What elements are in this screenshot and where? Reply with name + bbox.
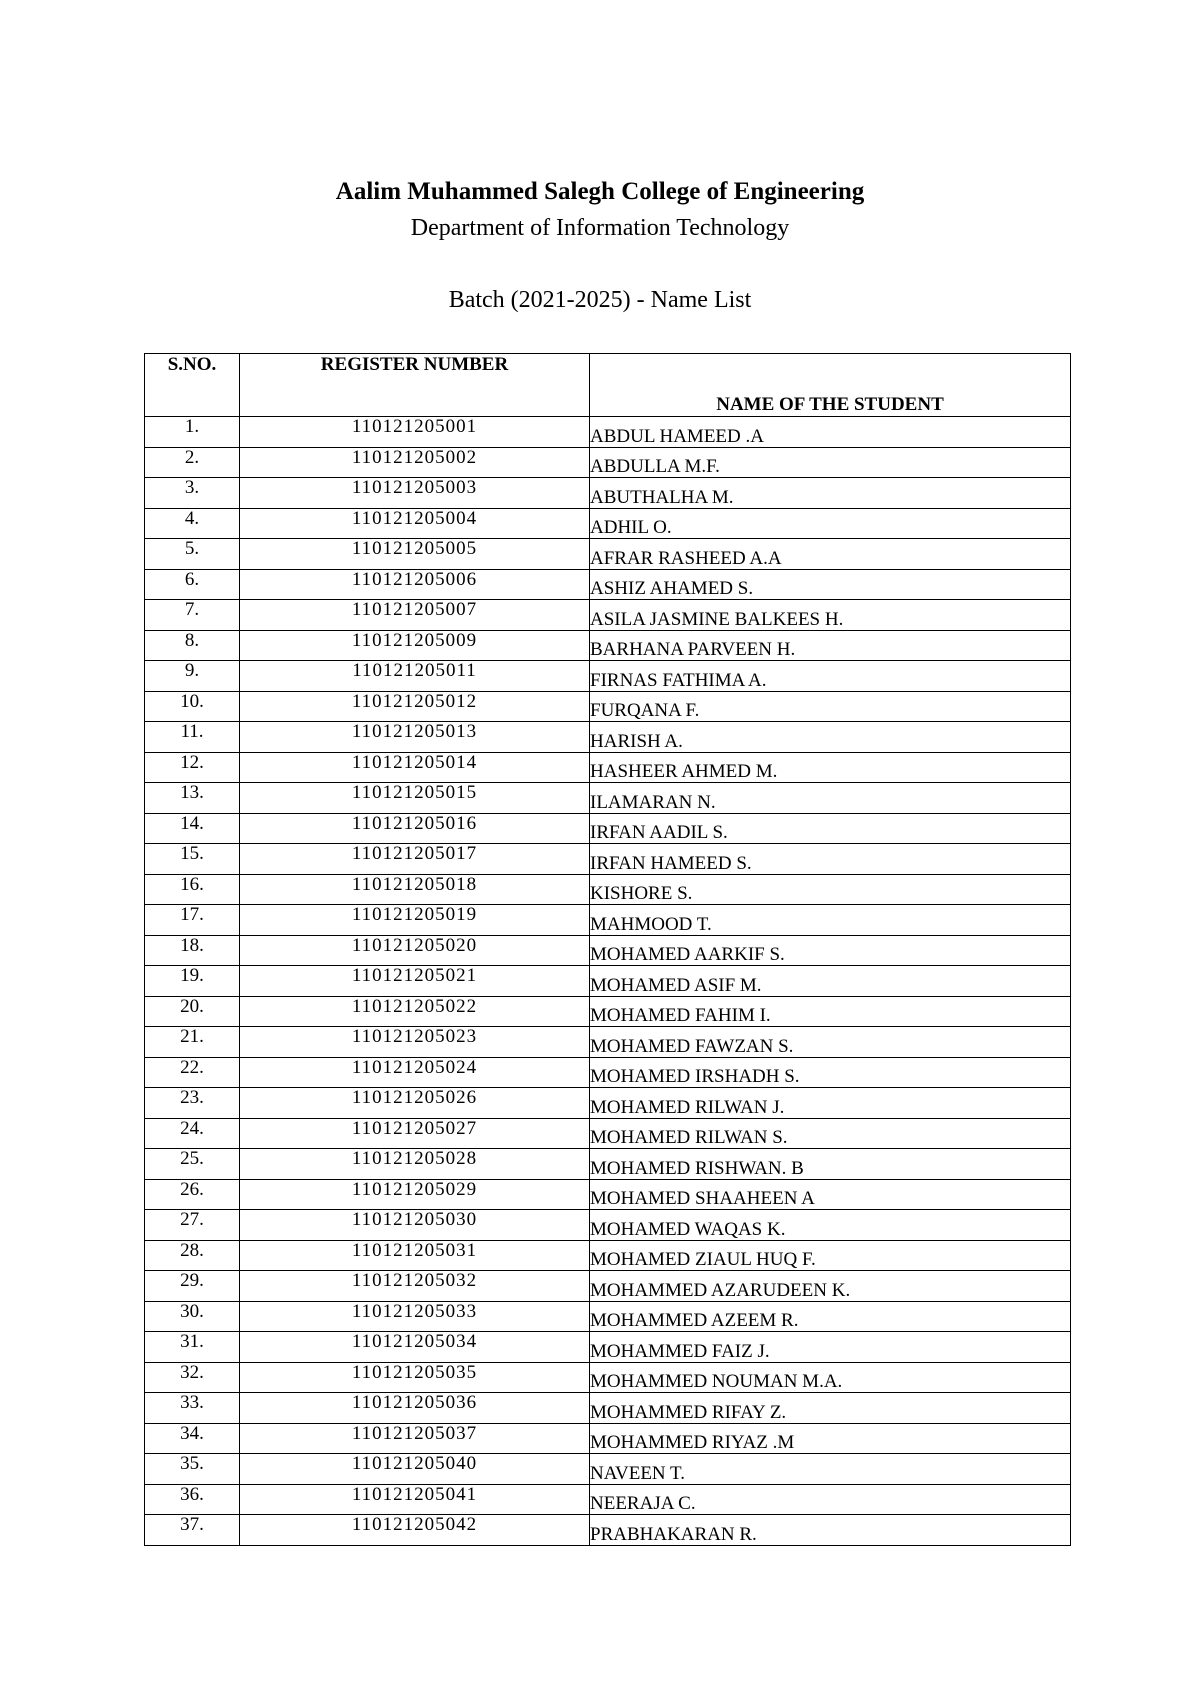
table-row — [145, 630, 1071, 661]
serial-number-cell: 33. — [145, 1393, 240, 1424]
table-body — [145, 417, 1071, 1546]
column-header-student-name: NAME OF THE STUDENT — [590, 354, 1071, 417]
table-row — [145, 478, 1071, 509]
student-name-cell: NEERAJA C. — [590, 1484, 1071, 1515]
serial-number-cell: 15. — [145, 844, 240, 875]
table-row — [145, 813, 1071, 844]
serial-number-cell: 25. — [145, 1149, 240, 1180]
student-name-cell: BARHANA PARVEEN H. — [590, 630, 1071, 661]
table-row — [145, 996, 1071, 1027]
table-row — [145, 874, 1071, 905]
student-name-cell: MOHAMED FAHIM I. — [590, 996, 1071, 1027]
register-number-cell: 110121205024 — [240, 1057, 590, 1088]
table-row — [145, 966, 1071, 997]
student-name-cell: MOHAMED IRSHADH S. — [590, 1057, 1071, 1088]
serial-number-cell: 11. — [145, 722, 240, 753]
student-name-cell: FURQANA F. — [590, 691, 1071, 722]
table-row — [145, 1149, 1071, 1180]
register-number-cell: 110121205029 — [240, 1179, 590, 1210]
serial-number-cell: 10. — [145, 691, 240, 722]
register-number-cell: 110121205016 — [240, 813, 590, 844]
student-name-cell: ABDUL HAMEED .A — [590, 417, 1071, 448]
student-name-cell: MOHAMED FAWZAN S. — [590, 1027, 1071, 1058]
serial-number-cell: 12. — [145, 752, 240, 783]
student-name-cell: AFRAR RASHEED A.A — [590, 539, 1071, 570]
serial-number-cell: 28. — [145, 1240, 240, 1271]
register-number-cell: 110121205007 — [240, 600, 590, 631]
table-row — [145, 1088, 1071, 1119]
student-name-cell: NAVEEN T. — [590, 1454, 1071, 1485]
register-number-cell: 110121205035 — [240, 1362, 590, 1393]
register-number-cell: 110121205030 — [240, 1210, 590, 1241]
register-number-cell: 110121205018 — [240, 874, 590, 905]
serial-number-cell: 7. — [145, 600, 240, 631]
student-name-cell: MOHAMMED AZEEM R. — [590, 1301, 1071, 1332]
table-row — [145, 1027, 1071, 1058]
register-number-cell: 110121205042 — [240, 1515, 590, 1546]
table-row — [145, 1393, 1071, 1424]
table-row — [145, 905, 1071, 936]
register-number-cell: 110121205031 — [240, 1240, 590, 1271]
column-header-register-number: REGISTER NUMBER — [240, 354, 590, 417]
table-row — [145, 1454, 1071, 1485]
student-name-cell: MOHAMED ASIF M. — [590, 966, 1071, 997]
student-name-cell: MOHAMMED RIYAZ .M — [590, 1423, 1071, 1454]
serial-number-cell: 23. — [145, 1088, 240, 1119]
table-row — [145, 447, 1071, 478]
serial-number-cell: 8. — [145, 630, 240, 661]
table-row — [145, 1515, 1071, 1546]
table-row — [145, 722, 1071, 753]
student-name-cell: KISHORE S. — [590, 874, 1071, 905]
register-number-cell: 110121205020 — [240, 935, 590, 966]
serial-number-cell: 31. — [145, 1332, 240, 1363]
student-name-cell: IRFAN AADIL S. — [590, 813, 1071, 844]
student-name-cell: MAHMOOD T. — [590, 905, 1071, 936]
serial-number-cell: 27. — [145, 1210, 240, 1241]
student-name-cell: MOHAMED ZIAUL HUQ F. — [590, 1240, 1071, 1271]
table-row — [145, 600, 1071, 631]
register-number-cell: 110121205037 — [240, 1423, 590, 1454]
register-number-cell: 110121205015 — [240, 783, 590, 814]
table-row — [145, 1271, 1071, 1302]
table-row — [145, 1240, 1071, 1271]
serial-number-cell: 36. — [145, 1484, 240, 1515]
student-name-cell: MOHAMMED RIFAY Z. — [590, 1393, 1071, 1424]
table-row — [145, 661, 1071, 692]
register-number-cell: 110121205034 — [240, 1332, 590, 1363]
student-name-cell: ILAMARAN N. — [590, 783, 1071, 814]
table-row — [145, 1210, 1071, 1241]
register-number-cell: 110121205032 — [240, 1271, 590, 1302]
table-row — [145, 1332, 1071, 1363]
register-number-cell: 110121205036 — [240, 1393, 590, 1424]
register-number-cell: 110121205028 — [240, 1149, 590, 1180]
column-header-sno: S.NO. — [145, 354, 240, 417]
table-row — [145, 1423, 1071, 1454]
table-row — [145, 752, 1071, 783]
table-row — [145, 935, 1071, 966]
register-number-cell: 110121205022 — [240, 996, 590, 1027]
register-number-cell: 110121205041 — [240, 1484, 590, 1515]
register-number-cell: 110121205001 — [240, 417, 590, 448]
register-number-cell: 110121205006 — [240, 569, 590, 600]
student-name-cell: ABUTHALHA M. — [590, 478, 1071, 509]
student-name-cell: MOHAMMED AZARUDEEN K. — [590, 1271, 1071, 1302]
serial-number-cell: 26. — [145, 1179, 240, 1210]
table-row — [145, 1179, 1071, 1210]
register-number-cell: 110121205023 — [240, 1027, 590, 1058]
register-number-cell: 110121205011 — [240, 661, 590, 692]
serial-number-cell: 21. — [145, 1027, 240, 1058]
serial-number-cell: 16. — [145, 874, 240, 905]
student-name-cell: HARISH A. — [590, 722, 1071, 753]
student-name-cell: MOHAMED RILWAN S. — [590, 1118, 1071, 1149]
serial-number-cell: 18. — [145, 935, 240, 966]
register-number-cell: 110121205033 — [240, 1301, 590, 1332]
table-row — [145, 569, 1071, 600]
batch-title: Batch (2021-2025) - Name List — [448, 287, 752, 313]
serial-number-cell: 14. — [145, 813, 240, 844]
register-number-cell: 110121205021 — [240, 966, 590, 997]
serial-number-cell: 6. — [145, 569, 240, 600]
register-number-cell: 110121205003 — [240, 478, 590, 509]
serial-number-cell: 29. — [145, 1271, 240, 1302]
table-row — [145, 1301, 1071, 1332]
serial-number-cell: 9. — [145, 661, 240, 692]
student-name-cell: MOHAMED WAQAS K. — [590, 1210, 1071, 1241]
serial-number-cell: 34. — [145, 1423, 240, 1454]
student-name-cell: MOHAMED SHAAHEEN A — [590, 1179, 1071, 1210]
serial-number-cell: 13. — [145, 783, 240, 814]
serial-number-cell: 20. — [145, 996, 240, 1027]
serial-number-cell: 37. — [145, 1515, 240, 1546]
table-row — [145, 539, 1071, 570]
table-row — [145, 783, 1071, 814]
serial-number-cell: 3. — [145, 478, 240, 509]
table-row — [145, 1484, 1071, 1515]
student-name-cell: ASHIZ AHAMED S. — [590, 569, 1071, 600]
serial-number-cell: 22. — [145, 1057, 240, 1088]
student-name-cell: MOHAMMED FAIZ J. — [590, 1332, 1071, 1363]
document-header — [0, 176, 1200, 316]
register-number-cell: 110121205040 — [240, 1454, 590, 1485]
register-number-cell: 110121205014 — [240, 752, 590, 783]
serial-number-cell: 35. — [145, 1454, 240, 1485]
register-number-cell: 110121205027 — [240, 1118, 590, 1149]
student-name-cell: HASHEER AHMED M. — [590, 752, 1071, 783]
serial-number-cell: 5. — [145, 539, 240, 570]
student-name-cell: PRABHAKARAN R. — [590, 1515, 1071, 1546]
college-name: Aalim Muhammed Salegh College of Engineering — [335, 178, 865, 205]
register-number-cell: 110121205013 — [240, 722, 590, 753]
table-row — [145, 1118, 1071, 1149]
register-number-cell: 110121205004 — [240, 508, 590, 539]
table-row — [145, 844, 1071, 875]
register-number-cell: 110121205005 — [240, 539, 590, 570]
table-row — [145, 1362, 1071, 1393]
table-header-row — [145, 354, 1071, 417]
student-name-cell: ASILA JASMINE BALKEES H. — [590, 600, 1071, 631]
serial-number-cell: 2. — [145, 447, 240, 478]
serial-number-cell: 4. — [145, 508, 240, 539]
register-number-cell: 110121205009 — [240, 630, 590, 661]
department-name: Department of Information Technology — [410, 215, 790, 241]
student-name-cell: ABDULLA M.F. — [590, 447, 1071, 478]
student-name-cell: MOHAMED AARKIF S. — [590, 935, 1071, 966]
serial-number-cell: 1. — [145, 417, 240, 448]
register-number-cell: 110121205012 — [240, 691, 590, 722]
student-name-cell: ADHIL O. — [590, 508, 1071, 539]
student-name-cell: IRFAN HAMEED S. — [590, 844, 1071, 875]
serial-number-cell: 30. — [145, 1301, 240, 1332]
serial-number-cell: 17. — [145, 905, 240, 936]
register-number-cell: 110121205017 — [240, 844, 590, 875]
register-number-cell: 110121205019 — [240, 905, 590, 936]
student-name-cell: FIRNAS FATHIMA A. — [590, 661, 1071, 692]
student-name-table — [144, 353, 1071, 1546]
serial-number-cell: 32. — [145, 1362, 240, 1393]
table-row — [145, 691, 1071, 722]
serial-number-cell: 24. — [145, 1118, 240, 1149]
table-row — [145, 417, 1071, 448]
table-row — [145, 508, 1071, 539]
student-name-cell: MOHAMMED NOUMAN M.A. — [590, 1362, 1071, 1393]
table-row — [145, 1057, 1071, 1088]
register-number-cell: 110121205026 — [240, 1088, 590, 1119]
register-number-cell: 110121205002 — [240, 447, 590, 478]
serial-number-cell: 19. — [145, 966, 240, 997]
student-name-cell: MOHAMED RILWAN J. — [590, 1088, 1071, 1119]
student-name-cell: MOHAMED RISHWAN. B — [590, 1149, 1071, 1180]
